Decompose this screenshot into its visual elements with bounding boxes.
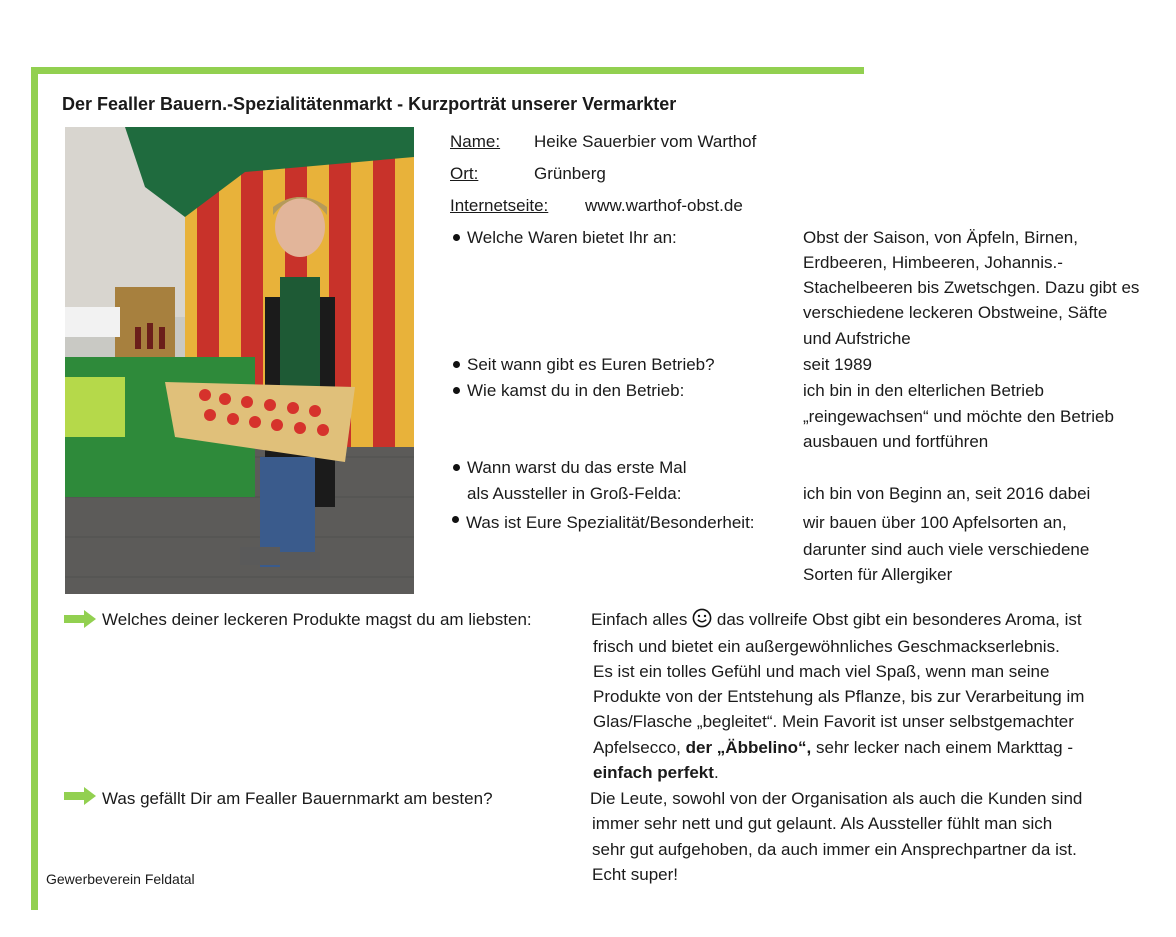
answer-favorite-line: Produkte von der Entstehung als Pflanze, bis zur Verarbeitung im bbox=[593, 687, 1085, 706]
answer-first-time: ich bin von Beginn an, seit 2016 dabei bbox=[803, 484, 1091, 503]
ort-label: Ort: bbox=[450, 164, 479, 183]
answer-goods-line: verschiedene leckeren Obstweine, Säfte bbox=[803, 303, 1108, 322]
vendor-photo bbox=[65, 127, 414, 594]
answer-market-line: Die Leute, sowohl von der Organisation als auch die Kunden sind bbox=[590, 789, 1083, 808]
answer-goods-line: Stachelbeeren bis Zwetschgen. Dazu gibt es bbox=[803, 278, 1140, 297]
question-how: Wie kamst du in den Betrieb: bbox=[467, 381, 685, 400]
answer-specialty-line: wir bauen über 100 Apfelsorten an, bbox=[803, 513, 1067, 532]
answer-how-line: ausbauen und fortführen bbox=[803, 432, 989, 451]
smiley-icon bbox=[692, 608, 712, 628]
answer-favorite-line: Apfelsecco, der „Äbbelino“, sehr lecker nach einem Markttag - bbox=[593, 738, 1073, 757]
green-frame-top bbox=[31, 67, 864, 74]
question-goods: Welche Waren bietet Ihr an: bbox=[467, 228, 677, 247]
ort-value: Grünberg bbox=[534, 164, 606, 183]
name-value: Heike Sauerbier vom Warthof bbox=[534, 132, 757, 151]
answer-goods-line: Obst der Saison, von Äpfeln, Birnen, bbox=[803, 228, 1078, 247]
answer-favorite-line: Es ist ein tolles Gefühl und mach viel Spaß, wenn man seine bbox=[593, 662, 1050, 681]
answer-how-line: ich bin in den elterlichen Betrieb bbox=[803, 381, 1044, 400]
name-label: Name: bbox=[450, 132, 501, 151]
question-since: Seit wann gibt es Euren Betrieb? bbox=[467, 355, 715, 374]
footer-organization: Gewerbeverein Feldatal bbox=[46, 871, 195, 887]
bullet-icon bbox=[453, 234, 460, 241]
answer-goods-line: und Aufstriche bbox=[803, 329, 911, 348]
arrow-right-icon bbox=[64, 610, 96, 628]
bullet-icon bbox=[453, 387, 460, 394]
question-first-time-line: als Aussteller in Groß-Felda: bbox=[467, 484, 682, 503]
bullet-icon bbox=[452, 516, 459, 523]
website-label: Internetseite: bbox=[450, 196, 549, 215]
answer-specialty-line: darunter sind auch viele verschiedene bbox=[803, 540, 1090, 559]
website-value[interactable]: www.warthof-obst.de bbox=[585, 196, 743, 215]
green-frame-left bbox=[31, 67, 38, 910]
answer-specialty-line: Sorten für Allergiker bbox=[803, 565, 953, 584]
answer-how-line: „reingewachsen“ und möchte den Betrieb bbox=[803, 407, 1114, 426]
arrow-right-icon bbox=[64, 787, 96, 805]
question-specialty: Was ist Eure Spezialität/Besonderheit: bbox=[466, 513, 755, 532]
bullet-icon bbox=[453, 464, 460, 471]
answer-since: seit 1989 bbox=[803, 355, 872, 374]
answer-market-line: immer sehr nett und gut gelaunt. Als Aussteller fühlt man sich bbox=[592, 814, 1053, 833]
answer-favorite-line: einfach perfekt. bbox=[593, 763, 719, 782]
question-market: Was gefällt Dir am Fealler Bauernmarkt am besten? bbox=[102, 789, 493, 808]
answer-market-line: sehr gut aufgehoben, da auch immer ein Ansprechpartner da ist. bbox=[592, 840, 1077, 859]
question-first-time-line: Wann warst du das erste Mal bbox=[467, 458, 687, 477]
answer-favorite-line: Glas/Flasche „begleitet“. Mein Favorit ist unser selbstgemachter bbox=[593, 712, 1074, 731]
answer-favorite-line: Einfach alles das vollreife Obst gibt ein besonderes Aroma, ist bbox=[591, 610, 1082, 629]
answer-goods-line: Erdbeeren, Himbeeren, Johannis.- bbox=[803, 253, 1063, 272]
answer-favorite-line: frisch und bietet ein außergewöhnliches Geschmackserlebnis. bbox=[593, 637, 1060, 656]
bullet-icon bbox=[453, 361, 460, 368]
question-favorite: Welches deiner leckeren Produkte magst du am liebsten: bbox=[102, 610, 532, 629]
answer-market-line: Echt super! bbox=[592, 865, 678, 884]
page-title: Der Fealler Bauern.-Spezialitätenmarkt - Kurzporträt unserer Vermarkter bbox=[62, 94, 677, 114]
